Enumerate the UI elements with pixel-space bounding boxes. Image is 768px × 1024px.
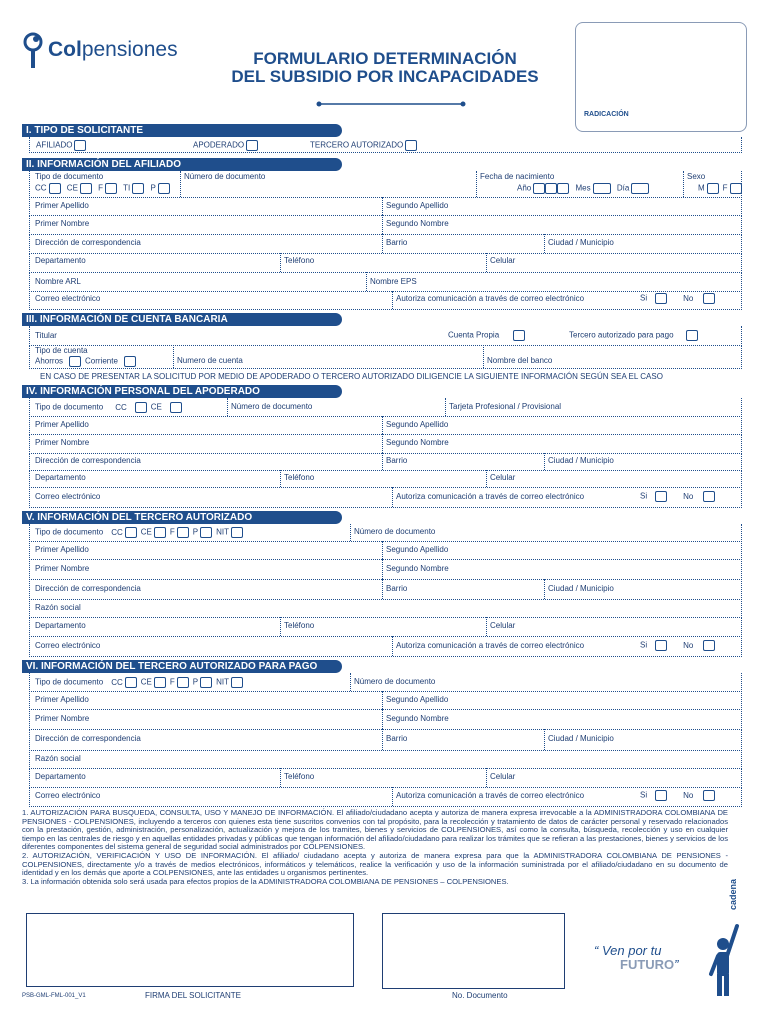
mes-box[interactable] — [593, 183, 611, 194]
num-doc-label: No. Documento — [452, 991, 508, 1000]
corriente-checkbox[interactable] — [124, 356, 136, 367]
row-nombres-terc: Primer Nombre Segundo Nombre — [29, 559, 742, 580]
radicacion-box — [575, 22, 747, 132]
logo-icon — [22, 30, 48, 70]
row-nombres: Primer Nombre Segundo Nombre — [29, 215, 742, 235]
row-direccion-apod: Dirección de correspondencia Barrio Ciudad / Municipio — [29, 453, 742, 471]
terc-segundo-nombre[interactable]: Segundo Nombre — [382, 559, 741, 579]
row-doc-tercero: Tipo de documento CC CE F P NIT Número de documento — [29, 524, 742, 542]
row-apellidos-apod: Primer Apellido Segundo Apellido — [29, 416, 742, 435]
apod-no-checkbox[interactable] — [703, 491, 715, 502]
sexo-f-checkbox[interactable] — [730, 183, 742, 194]
pago-nit-checkbox[interactable] — [231, 677, 243, 688]
label-apoderado: APODERADO — [193, 140, 245, 150]
terc-no-checkbox[interactable] — [703, 640, 715, 651]
terc-f-checkbox[interactable] — [177, 527, 189, 538]
pago-ce-checkbox[interactable] — [154, 677, 166, 688]
row-titular: Titular Cuenta Propia Tercero autorizado para pago — [29, 326, 742, 346]
label-tipo-doc: Tipo de documento — [35, 172, 104, 181]
row-nombres-apod: Primer Nombre Segundo Nombre — [29, 434, 742, 454]
row-tipo-solicitante — [29, 137, 742, 153]
apod-ciudad[interactable]: Ciudad / Municipio — [544, 453, 741, 470]
colpensiones-logo — [22, 28, 178, 72]
pago-barrio[interactable]: Barrio — [382, 729, 544, 750]
tarjeta-field[interactable]: Tarjeta Profesional / Provisional — [445, 398, 741, 416]
autoriza-si-checkbox[interactable] — [655, 293, 667, 304]
terc-ce-checkbox[interactable] — [154, 527, 166, 538]
terc-si-checkbox[interactable] — [655, 640, 667, 651]
row-arl-eps: Nombre ARL Nombre EPS — [29, 272, 742, 292]
section-tipo-solicitante: I. TIPO DE SOLICITANTE — [22, 124, 342, 137]
apod-segundo-apellido[interactable]: Segundo Apellido — [382, 416, 741, 434]
firma-label: FIRMA DEL SOLICITANTE — [145, 991, 242, 1000]
pago-telefono[interactable]: Teléfono — [280, 768, 486, 787]
cadena-mark: cadena — [728, 878, 738, 910]
f-checkbox[interactable] — [105, 183, 117, 194]
legal-p2: 2. AUTORIZACIÓN, VERIFICACIÓN Y USO DE INFORMACIÓN. El afiliado/ ciudadano acepta y autoriza de manera expresa para que la ADMINISTRADORA COLOMBIANA DE PENSIONES - COLPENSIONES, directamente y/o a través de medios electrónicos, informáticos y telemáticos, realice la verificación y uso de la información suministrada por el afiliado/ciudadano en su documento de identidad y en los demás que aporte a COLPENSIONES, ante las entidades u organismos pertinentes. — [22, 850, 728, 878]
row-correo: Correo electrónico Autoriza comunicación a través de correo electrónico Si No — [29, 291, 742, 310]
section-apoderado: IV. INFORMACIÓN PERSONAL DEL APODERADO — [22, 385, 342, 398]
pago-si-checkbox[interactable] — [655, 790, 667, 801]
segundo-apellido-field[interactable]: Segundo Apellido — [382, 197, 741, 215]
pago-segundo-nombre[interactable]: Segundo Nombre — [382, 709, 741, 729]
title-divider — [316, 101, 466, 107]
tercero-checkbox[interactable] — [405, 140, 417, 151]
pago-num-doc[interactable]: Número de documento — [350, 673, 741, 691]
ce-checkbox[interactable] — [80, 183, 92, 194]
cuenta-tercero-checkbox[interactable] — [686, 330, 698, 341]
row-apellidos-pago: Primer Apellido Segundo Apellido — [29, 691, 742, 710]
p-checkbox[interactable] — [158, 183, 170, 194]
apod-celular[interactable]: Celular — [486, 470, 741, 487]
row-correo-terc: Correo electrónico Autoriza comunicación a través de correo electrónico Si No — [29, 636, 742, 657]
row-depto-terc: Departamento Teléfono Celular — [29, 617, 742, 637]
apod-telefono[interactable]: Teléfono — [280, 470, 486, 487]
label-afiliado: AFILIADO — [36, 140, 73, 150]
row-correo-pago: Correo electrónico Autoriza comunicación a través de correo electrónico Si No — [29, 787, 742, 807]
terc-nit-checkbox[interactable] — [231, 527, 243, 538]
row-departamento: Departamento Teléfono Celular — [29, 253, 742, 273]
legal-p1: 1. AUTORIZACIÓN PARA BUSQUEDA, CONSULTA, USO Y MANEJO DE INFORMACIÓN. El afiliado/ciudadano acepta y autoriza de manera expresa irrevocable a la ADMINISTRADORA COLOMBIANA DE PENSIONES - COLPENSIONES, incluyendo a terceros con quienes esta tiene suscritos convenios con tal propósito, para la recolección y tratamiento de datos de carácter personal y reservado relacionados con la prestación, gestión, administración, personalización, actualización y mejora de los tramites, bienes y servicios de COLPENSIONES, así como la consulta, búsqueda, recolección y uso en cualquier tiempo en las centrales de riesgo y en aquellas entidades privadas y públicas que tengan información del afiliado/ciudadano para realizar los trámites que se refieran a las prestaciones, bienes y servicios de los diferentes componentes del sistema general de seguridad social administrados por COLPENSIONES. — [22, 808, 728, 852]
sexo-m-checkbox[interactable] — [707, 183, 719, 194]
celular-field[interactable]: Celular — [486, 253, 741, 272]
segundo-nombre-field[interactable]: Segundo Nombre — [382, 215, 741, 234]
apoderado-notice: EN CASO DE PRESENTAR LA SOLICITUD POR MEDIO DE APODERADO O TERCERO AUTORIZADO DILIGENCIE LA SIGUIENTE INFORMACIÓN SEGÚN SEA EL CASO — [40, 372, 663, 381]
form-title — [180, 50, 590, 86]
terc-celular[interactable]: Celular — [486, 617, 741, 636]
apod-si-checkbox[interactable] — [655, 491, 667, 502]
terc-barrio[interactable]: Barrio — [382, 579, 544, 599]
row-depto-apod: Departamento Teléfono Celular — [29, 470, 742, 488]
row-doc-pago: Tipo de documento CC CE F P NIT Número de documento — [29, 673, 742, 692]
apod-cc-checkbox[interactable] — [135, 402, 147, 413]
telefono-field[interactable]: Teléfono — [280, 253, 486, 272]
pago-ciudad[interactable]: Ciudad / Municipio — [544, 729, 741, 750]
row-nombres-pago: Primer Nombre Segundo Nombre — [29, 709, 742, 730]
pago-f-checkbox[interactable] — [177, 677, 189, 688]
cuenta-propia-checkbox[interactable] — [513, 330, 525, 341]
row-razon-terc: Razón social — [29, 599, 742, 618]
num-doc-box[interactable] — [382, 913, 565, 989]
title-line2: DEL SUBSIDIO POR INCAPACIDADES — [231, 67, 539, 86]
banco-field[interactable]: Nombre del banco — [483, 345, 741, 368]
section-cuenta-bancaria: III. INFORMACIÓN DE CUENTA BANCARIA — [22, 313, 342, 326]
fecha-nacimiento-field[interactable]: Fecha de nacimiento Año Mes Día — [476, 171, 683, 197]
slogan: “ Ven por tu FUTURO” — [594, 943, 679, 972]
apod-num-doc-field[interactable]: Número de documento — [227, 398, 445, 416]
num-doc-field[interactable]: Número de documento — [180, 171, 476, 197]
legal-text — [22, 809, 728, 886]
apod-barrio[interactable]: Barrio — [382, 453, 544, 470]
row-direccion-terc: Dirección de correspondencia Barrio Ciudad / Municipio — [29, 579, 742, 600]
autoriza-correo-field: Autoriza comunicación a través de correo electrónico Si No — [392, 291, 741, 309]
cc-checkbox[interactable] — [49, 183, 61, 194]
pago-celular[interactable]: Celular — [486, 768, 741, 787]
form-code: PSB-GML-FML-001_V1 — [22, 993, 86, 999]
row-direccion: Dirección de correspondencia Barrio Ciudad / Municipio — [29, 234, 742, 254]
pago-no-checkbox[interactable] — [703, 790, 715, 801]
terc-cc-checkbox[interactable] — [125, 527, 137, 538]
anio-box3[interactable] — [557, 183, 569, 194]
row-apellidos-terc: Primer Apellido Segundo Apellido — [29, 541, 742, 560]
num-cuenta-field[interactable]: Numero de cuenta — [173, 345, 483, 368]
ciudad-field[interactable]: Ciudad / Municipio — [544, 234, 741, 253]
apod-ce-checkbox[interactable] — [170, 402, 182, 413]
ti-checkbox[interactable] — [132, 183, 144, 194]
terc-segundo-apellido[interactable]: Segundo Apellido — [382, 541, 741, 559]
pago-segundo-apellido[interactable]: Segundo Apellido — [382, 691, 741, 709]
dia-box[interactable] — [631, 183, 649, 194]
pago-p-checkbox[interactable] — [200, 677, 212, 688]
row-tipo-cuenta: Tipo de cuenta Ahorros Corriente Numero de cuenta Nombre del banco — [29, 345, 742, 369]
person-icon — [703, 918, 743, 998]
firma-box[interactable] — [26, 913, 354, 987]
title-line1: FORMULARIO DETERMINACIÓN — [253, 49, 517, 68]
row-doc-apoderado: Tipo de documento CC CE Número de documento Tarjeta Profesional / Provisional — [29, 398, 742, 417]
row-doc-afiliado: Tipo de documento CC CE F TI P Número de documento Fecha de nacimiento Año Mes Día Sexo M F — [29, 171, 742, 198]
terc-ciudad[interactable]: Ciudad / Municipio — [544, 579, 741, 599]
legal-p3: 3. La información obtenida solo será usada para efectos propios de la ADMINISTRADORA COLOMBIANA DE PENSIONES – COLPENSIONES. — [22, 876, 509, 886]
apod-segundo-nombre[interactable]: Segundo Nombre — [382, 434, 741, 453]
section-tercero-pago: VI. INFORMACIÓN DEL TERCERO AUTORIZADO PARA PAGO — [22, 660, 342, 673]
barrio-field[interactable]: Barrio — [382, 234, 544, 253]
terc-num-doc[interactable]: Número de documento — [350, 524, 741, 541]
row-correo-apod: Correo electrónico Autoriza comunicación a través de correo electrónico Si No — [29, 487, 742, 508]
row-razon-pago: Razón social — [29, 750, 742, 769]
row-apellidos: Primer Apellido Segundo Apellido — [29, 197, 742, 216]
logo-suffix: pensiones — [81, 38, 178, 61]
pago-cc-checkbox[interactable] — [125, 677, 137, 688]
terc-telefono[interactable]: Teléfono — [280, 617, 486, 636]
sexo-field: Sexo M F — [683, 171, 741, 197]
afiliado-checkbox[interactable] — [74, 140, 86, 151]
anio-box[interactable] — [533, 183, 545, 194]
autoriza-no-checkbox[interactable] — [703, 293, 715, 304]
terc-p-checkbox[interactable] — [200, 527, 212, 538]
label-tercero: TERCERO AUTORIZADO — [310, 140, 404, 150]
radicacion-label: RADICACIÓN — [584, 111, 629, 118]
row-direccion-pago: Dirección de correspondencia Barrio Ciudad / Municipio — [29, 729, 742, 751]
section-info-afiliado: II. INFORMACIÓN DEL AFILIADO — [22, 158, 342, 171]
apoderado-checkbox[interactable] — [246, 140, 258, 151]
section-tercero-autorizado: V. INFORMACIÓN DEL TERCERO AUTORIZADO — [22, 511, 342, 524]
ahorros-checkbox[interactable] — [69, 356, 81, 367]
logo-prefix: Col — [48, 38, 82, 61]
eps-field[interactable]: Nombre EPS — [366, 272, 741, 291]
anio-box2[interactable] — [545, 183, 557, 194]
row-depto-pago: Departamento Teléfono Celular — [29, 768, 742, 788]
